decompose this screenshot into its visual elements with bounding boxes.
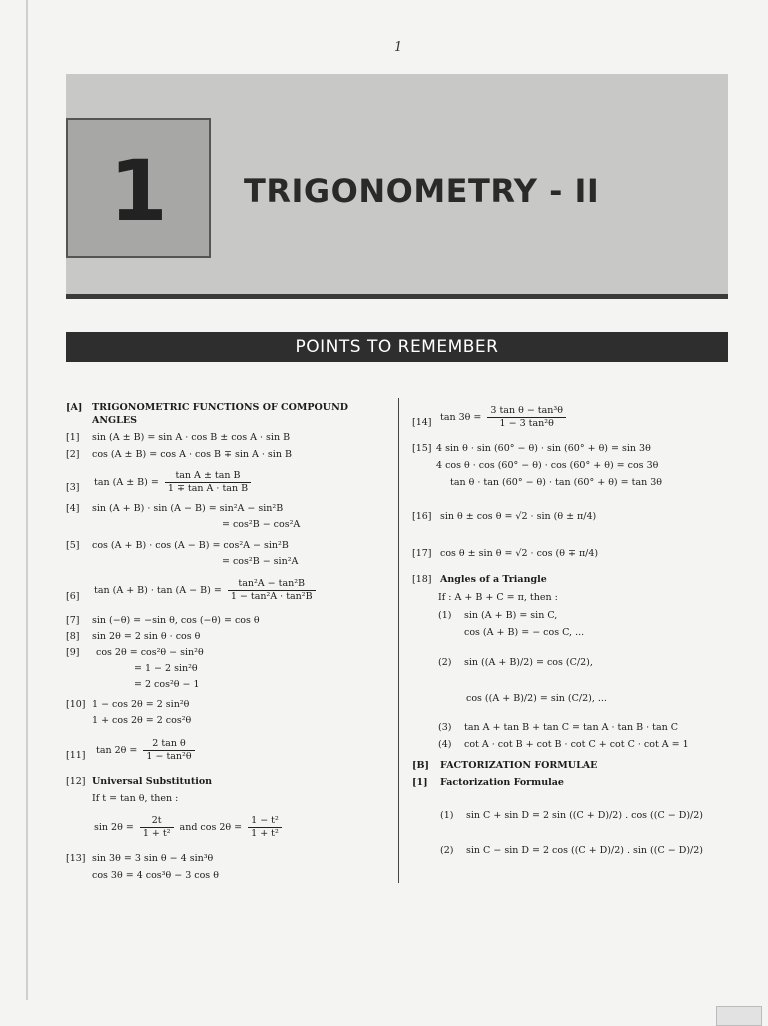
item-number: [1]	[66, 432, 80, 443]
denominator: 1 + t²	[142, 828, 171, 839]
formula: sin 3θ = 3 sin θ − 4 sin³θ	[92, 853, 214, 864]
denominator: 1 ∓ tan A · tan B	[167, 483, 249, 494]
item-number: (1)	[438, 610, 452, 621]
formula: cos ((A + B)/2) = sin (C/2), ...	[466, 693, 607, 704]
item-number: [17]	[412, 548, 432, 559]
item-number: [11]	[66, 750, 86, 761]
item-number: [14]	[412, 417, 432, 428]
denominator: 1 + t²	[251, 828, 279, 839]
section-a-title: TRIGONOMETRIC FUNCTIONS OF COMPOUND	[92, 402, 349, 413]
section-a-label: [A]	[66, 402, 83, 413]
numerator: tan A ± tan B	[165, 470, 251, 483]
subsection-title: Factorization Formulae	[440, 777, 564, 788]
item-number: (2)	[438, 657, 452, 668]
chapter-title: TRIGONOMETRY - II	[244, 172, 600, 210]
formula: sin 2θ =	[94, 822, 134, 833]
fraction	[248, 815, 282, 840]
item-number: [13]	[66, 853, 86, 864]
chapter-number: 1	[109, 142, 168, 240]
formula: sin (A ± B) = sin A · cos B ± cos A · sin B	[92, 432, 291, 443]
formula: tan 3θ =	[440, 412, 482, 423]
item-number: (4)	[438, 739, 452, 750]
banner-rule	[66, 294, 728, 299]
fraction	[165, 470, 251, 495]
chapter-number-box	[66, 118, 211, 258]
fraction	[487, 405, 566, 430]
item-number: [18]	[412, 574, 432, 585]
scan-corner-mark	[716, 1006, 762, 1026]
item-number: (1)	[440, 810, 454, 821]
item-number: [7]	[66, 615, 80, 626]
denominator: 1 − 3 tan²θ	[499, 418, 554, 429]
formula: 1 + cos 2θ = 2 cos²θ	[92, 715, 192, 726]
numerator: tan²A − tan²B	[228, 578, 316, 591]
formula: sin C + sin D = 2 sin ((C + D)/2) . cos ((C − D)/2)	[466, 810, 704, 821]
item-number: [2]	[66, 449, 80, 460]
formula: sin (A + B) = sin C,	[464, 610, 558, 621]
formula: sin C − sin D = 2 cos ((C + D)/2) . sin ((C − D)/2)	[466, 845, 704, 856]
item-number: [3]	[66, 482, 80, 493]
formula-fraction	[440, 405, 569, 430]
item-number: [8]	[66, 631, 80, 642]
column-divider	[398, 398, 399, 883]
section-b-title: FACTORIZATION FORMULAE	[440, 760, 598, 771]
formula: cos θ ± sin θ = √2 · cos (θ ∓ π/4)	[440, 548, 599, 559]
subsection-title: Universal Substitution	[92, 776, 213, 787]
numerator: 1 − t²	[248, 815, 282, 828]
page-number: 1	[394, 40, 403, 55]
item-number: [4]	[66, 503, 80, 514]
formula: tan θ · tan (60° − θ) · tan (60° + θ) = tan 3θ	[450, 477, 663, 488]
formula: 4 sin θ · sin (60° − θ) · sin (60° + θ) = sin 3θ	[436, 443, 651, 454]
section-a-title-2: ANGLES	[92, 415, 137, 426]
denominator: 1 − tan²A · tan²B	[230, 591, 313, 602]
formula: sin (−θ) = −sin θ, cos (−θ) = cos θ	[92, 615, 260, 626]
numerator: 2t	[140, 815, 174, 828]
formula: tan (A ± B) =	[94, 477, 159, 488]
denominator: 1 − tan²θ	[146, 751, 192, 762]
formula: sin θ ± cos θ = √2 · sin (θ ± π/4)	[440, 511, 597, 522]
formula: cot A · cot B + cot B · cot C + cot C · cot A = 1	[464, 739, 689, 750]
item-number: [5]	[66, 540, 80, 551]
page-edge	[26, 0, 28, 1000]
formula: tan 2θ =	[96, 745, 138, 756]
formula: cos (A ± B) = cos A · cos B ∓ sin A · sin B	[92, 449, 292, 460]
formula: sin ((A + B)/2) = cos (C/2),	[464, 657, 593, 668]
item-number: (2)	[440, 845, 454, 856]
formula: 4 cos θ · cos (60° − θ) · cos (60° + θ) = cos 3θ	[436, 460, 659, 471]
item-number: [9]	[66, 647, 80, 658]
formula: sin (A + B) · sin (A − B) = sin²A − sin²B	[92, 503, 284, 514]
formula: cos (A + B) · cos (A − B) = cos²A − sin²B	[92, 540, 289, 551]
item-number: [6]	[66, 591, 80, 602]
item-number: (3)	[438, 722, 452, 733]
formula: = 2 cos²θ − 1	[134, 679, 200, 690]
numerator: 2 tan θ	[143, 738, 194, 751]
formula: If : A + B + C = π, then :	[438, 592, 558, 603]
item-number: [12]	[66, 776, 86, 787]
formula: cos (A + B) = − cos C, ...	[464, 627, 585, 638]
formula: = 1 − 2 sin²θ	[134, 663, 198, 674]
formula: and cos 2θ =	[179, 822, 243, 833]
item-number: [1]	[412, 777, 428, 788]
formula: tan (A + B) · tan (A − B) =	[94, 585, 222, 596]
section-heading: POINTS TO REMEMBER	[66, 332, 728, 362]
item-number: [16]	[412, 511, 432, 522]
section-b-label: [B]	[412, 760, 430, 771]
fraction	[228, 578, 316, 603]
formula-fraction	[94, 470, 254, 495]
subsection-title: Angles of a Triangle	[440, 574, 547, 585]
fraction	[143, 738, 194, 763]
formula: 1 − cos 2θ = 2 sin²θ	[92, 699, 190, 710]
item-number: [10]	[66, 699, 86, 710]
formula: = cos²B − sin²A	[222, 556, 299, 567]
formula: cos 3θ = 4 cos³θ − 3 cos θ	[92, 870, 219, 881]
numerator: 3 tan θ − tan³θ	[487, 405, 566, 418]
formula: cos 2θ = cos²θ − sin²θ	[96, 647, 204, 658]
fraction	[140, 815, 174, 840]
formula: sin 2θ = 2 sin θ · cos θ	[92, 631, 201, 642]
item-number: [15]	[412, 443, 432, 454]
formula: = cos²B − cos²A	[222, 519, 301, 530]
formula-fraction	[94, 578, 319, 603]
formula-fraction	[94, 815, 285, 840]
formula: If t = tan θ, then :	[92, 793, 179, 804]
formula-fraction	[96, 738, 198, 763]
formula: tan A + tan B + tan C = tan A · tan B · tan C	[464, 722, 679, 733]
